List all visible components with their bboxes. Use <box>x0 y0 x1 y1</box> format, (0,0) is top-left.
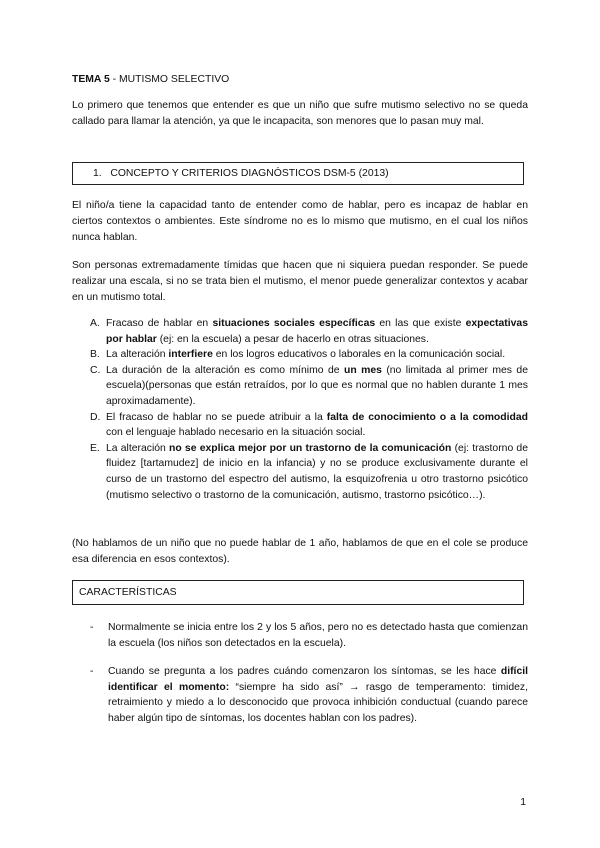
heading-title: MUTISMO SELECTIVO <box>118 74 230 85</box>
heading-separator: - <box>109 74 119 85</box>
criterion-item: E. La alteración no se explica mejor por un trastorno de la comunicación (ej: trastorno de fluidez [tartamudez] de inicio en la infancia) y no se produce exclusivamente durante el curso de un trastorno del espectro del autismo, la esquizofrenia u otro trastorno psicótico (mutismo selectivo o trastorno de la comunicación, autismo, trastorno psicótico…). <box>90 442 528 501</box>
page-number: 1 <box>520 797 526 808</box>
criterion-item: D. El fracaso de hablar no se puede atribuir a la falta de conocimiento o a la comodidad con el lenguaje hablado necesario en la situación social. <box>90 411 528 439</box>
criterion-item: B. La alteración interfiere en los logros educativos o laborales en la comunicación social. <box>72 347 528 363</box>
characteristic-item: - Normalmente se inicia entre los 2 y los 5 años, pero no es detectado hasta que comienzan la escuela (los niños son detectados en la escuela). <box>90 622 528 649</box>
criterion-item: C. La duración de la alteración es como mínimo de un mes (no limitada al primer mes de escuela)(personas que están retraídos, por lo que es normal que no hablen durante 1 mes aproximadamente). <box>90 364 528 407</box>
heading-label: TEMA 5 <box>72 74 110 85</box>
section-1-number: 1. <box>93 168 102 179</box>
dash-bullet: - <box>90 666 94 677</box>
section-1-title: CONCEPTO Y CRITERIOS DIAGNÓSTICOS DSM-5 (2013) <box>110 168 389 179</box>
paragraph-shyness: Son personas extremadamente tímidas que hacen que ni siquiera puedan responder. Se puede realizar una escala, si no se trata bien el mutismo, el menor puede generalizar contextos y acabar en un mutismo total. <box>72 260 528 303</box>
section-2-box <box>72 580 524 605</box>
section-2-title: CARACTERÍSTICAS <box>79 587 177 598</box>
criterion-marker: D. <box>90 411 101 423</box>
intro-paragraph: Lo primero que tenemos que entender es que un niño que sufre mutismo selectivo no se queda callado para llamar la atención, ya que le incapacita, son menores que lo pasan muy mal. <box>72 100 528 127</box>
characteristics-list <box>72 664 528 726</box>
section-1-box <box>72 162 524 185</box>
paragraph-definition: El niño/a tiene la capacidad tanto de entender como de hablar, pero es incapaz de hablar en ciertos contextos o ambientes. Este síndrome no es lo mismo que mutismo, en el cual los niños nunca hablan. <box>72 200 528 243</box>
criterion-item: A. Fracaso de hablar en situaciones sociales específicas en las que existe expectativas por hablar (ej: en la escuela) a pesar de hacerlo en otras situaciones. <box>90 318 528 345</box>
characteristic-item: - Cuando se pregunta a los padres cuándo comenzaron los síntomas, se les hace difícil identificar el momento: “siempre ha sido así” → rasgo de temperamento: timidez, retraimiento y miedo a lo desconocido que provoca inhibición conductual (cuando parece haber algún tipo de síntomas, los docentes hablan con los padres). <box>90 666 528 724</box>
dash-bullet: - <box>90 622 94 633</box>
criterion-marker: C. <box>90 364 101 376</box>
paragraph-context-note: (No hablamos de un niño que no puede hablar de 1 año, hablamos de que en el cole se produce esa diferencia en esos contextos). <box>72 538 528 565</box>
characteristics-list <box>72 620 528 651</box>
criterion-marker: B. <box>90 349 100 361</box>
criterion-marker: E. <box>90 442 100 454</box>
criterion-marker: A. <box>90 318 100 329</box>
document-heading <box>72 72 528 88</box>
criteria-list <box>72 316 528 503</box>
